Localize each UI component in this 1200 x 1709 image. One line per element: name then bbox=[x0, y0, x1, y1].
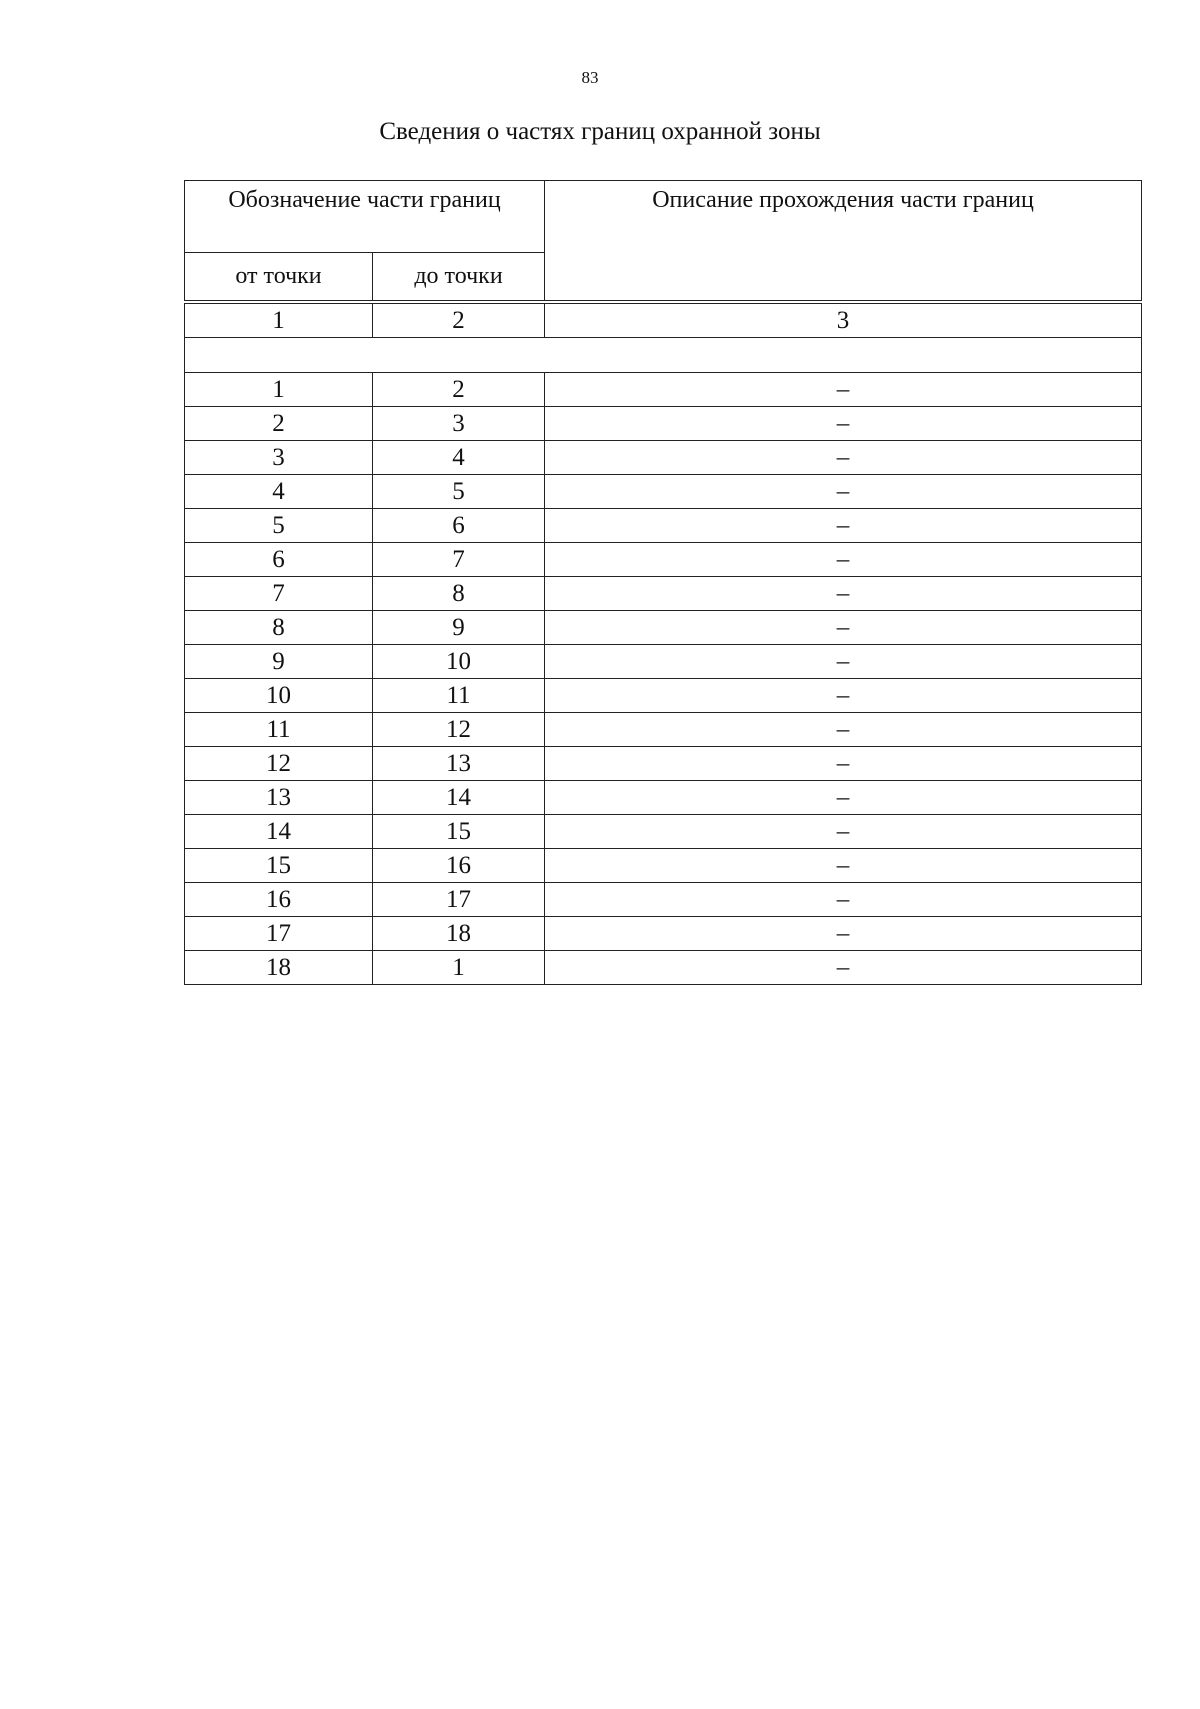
from-point-cell: 10 bbox=[185, 679, 373, 713]
from-point-cell: 15 bbox=[185, 849, 373, 883]
boundary-parts-table bbox=[184, 303, 1142, 985]
table-row bbox=[185, 441, 1142, 475]
section-row bbox=[185, 338, 1142, 373]
description-cell: – bbox=[545, 713, 1142, 747]
to-point-cell: 18 bbox=[373, 917, 545, 951]
table-row bbox=[185, 849, 1142, 883]
designation-header: Обозначение части границ bbox=[185, 181, 545, 253]
table-row bbox=[185, 373, 1142, 407]
from-point-header: от точки bbox=[185, 253, 373, 301]
to-point-cell: 12 bbox=[373, 713, 545, 747]
table-row bbox=[185, 679, 1142, 713]
table-row bbox=[185, 951, 1142, 985]
to-point-cell: 11 bbox=[373, 679, 545, 713]
to-point-header: до точки bbox=[373, 253, 545, 301]
table-row bbox=[185, 645, 1142, 679]
description-cell: – bbox=[545, 407, 1142, 441]
description-cell: – bbox=[545, 543, 1142, 577]
description-cell: – bbox=[545, 747, 1142, 781]
column-number: 2 bbox=[373, 304, 545, 338]
column-number: 1 bbox=[185, 304, 373, 338]
to-point-cell: 9 bbox=[373, 611, 545, 645]
from-point-cell: 11 bbox=[185, 713, 373, 747]
from-point-cell: 9 bbox=[185, 645, 373, 679]
description-cell: – bbox=[545, 475, 1142, 509]
table-row bbox=[185, 407, 1142, 441]
description-cell: – bbox=[545, 849, 1142, 883]
to-point-cell: 5 bbox=[373, 475, 545, 509]
to-point-cell: 7 bbox=[373, 543, 545, 577]
to-point-cell: 14 bbox=[373, 781, 545, 815]
description-cell: – bbox=[545, 645, 1142, 679]
description-cell: – bbox=[545, 951, 1142, 985]
to-point-cell: 6 bbox=[373, 509, 545, 543]
section-label bbox=[185, 338, 1142, 373]
to-point-cell: 17 bbox=[373, 883, 545, 917]
description-cell: – bbox=[545, 781, 1142, 815]
to-point-cell: 2 bbox=[373, 373, 545, 407]
table-row bbox=[185, 713, 1142, 747]
table-row bbox=[185, 917, 1142, 951]
from-point-cell: 1 bbox=[185, 373, 373, 407]
from-point-cell: 8 bbox=[185, 611, 373, 645]
to-point-cell: 1 bbox=[373, 951, 545, 985]
description-cell: – bbox=[545, 679, 1142, 713]
description-cell: – bbox=[545, 917, 1142, 951]
from-point-cell: 5 bbox=[185, 509, 373, 543]
from-point-cell: 18 bbox=[185, 951, 373, 985]
to-point-cell: 10 bbox=[373, 645, 545, 679]
page-number: 83 bbox=[581, 68, 599, 87]
from-point-cell: 3 bbox=[185, 441, 373, 475]
to-point-cell: 15 bbox=[373, 815, 545, 849]
from-point-cell: 7 bbox=[185, 577, 373, 611]
description-header: Описание прохождения части границ bbox=[545, 181, 1142, 301]
table-row bbox=[185, 611, 1142, 645]
to-point-cell: 3 bbox=[373, 407, 545, 441]
to-point-cell: 16 bbox=[373, 849, 545, 883]
table-row bbox=[185, 781, 1142, 815]
from-point-cell: 2 bbox=[185, 407, 373, 441]
description-cell: – bbox=[545, 611, 1142, 645]
to-point-cell: 8 bbox=[373, 577, 545, 611]
from-point-cell: 6 bbox=[185, 543, 373, 577]
from-point-cell: 14 bbox=[185, 815, 373, 849]
from-point-cell: 16 bbox=[185, 883, 373, 917]
table-row bbox=[185, 577, 1142, 611]
table-row bbox=[185, 815, 1142, 849]
table-row bbox=[185, 543, 1142, 577]
to-point-cell: 4 bbox=[373, 441, 545, 475]
column-number: 3 bbox=[545, 304, 1142, 338]
table-row bbox=[185, 883, 1142, 917]
table-row bbox=[185, 509, 1142, 543]
column-numbers-row bbox=[185, 304, 1142, 338]
description-cell: – bbox=[545, 509, 1142, 543]
from-point-cell: 4 bbox=[185, 475, 373, 509]
table-row bbox=[185, 475, 1142, 509]
description-cell: – bbox=[545, 577, 1142, 611]
description-cell: – bbox=[545, 373, 1142, 407]
from-point-cell: 17 bbox=[185, 917, 373, 951]
table-row bbox=[185, 747, 1142, 781]
from-point-cell: 13 bbox=[185, 781, 373, 815]
from-point-cell: 12 bbox=[185, 747, 373, 781]
page-title: Сведения о частях границ охранной зоны bbox=[379, 118, 821, 145]
description-cell: – bbox=[545, 815, 1142, 849]
description-cell: – bbox=[545, 883, 1142, 917]
description-cell: – bbox=[545, 441, 1142, 475]
boundary-parts-table-header bbox=[184, 180, 1142, 301]
to-point-cell: 13 bbox=[373, 747, 545, 781]
